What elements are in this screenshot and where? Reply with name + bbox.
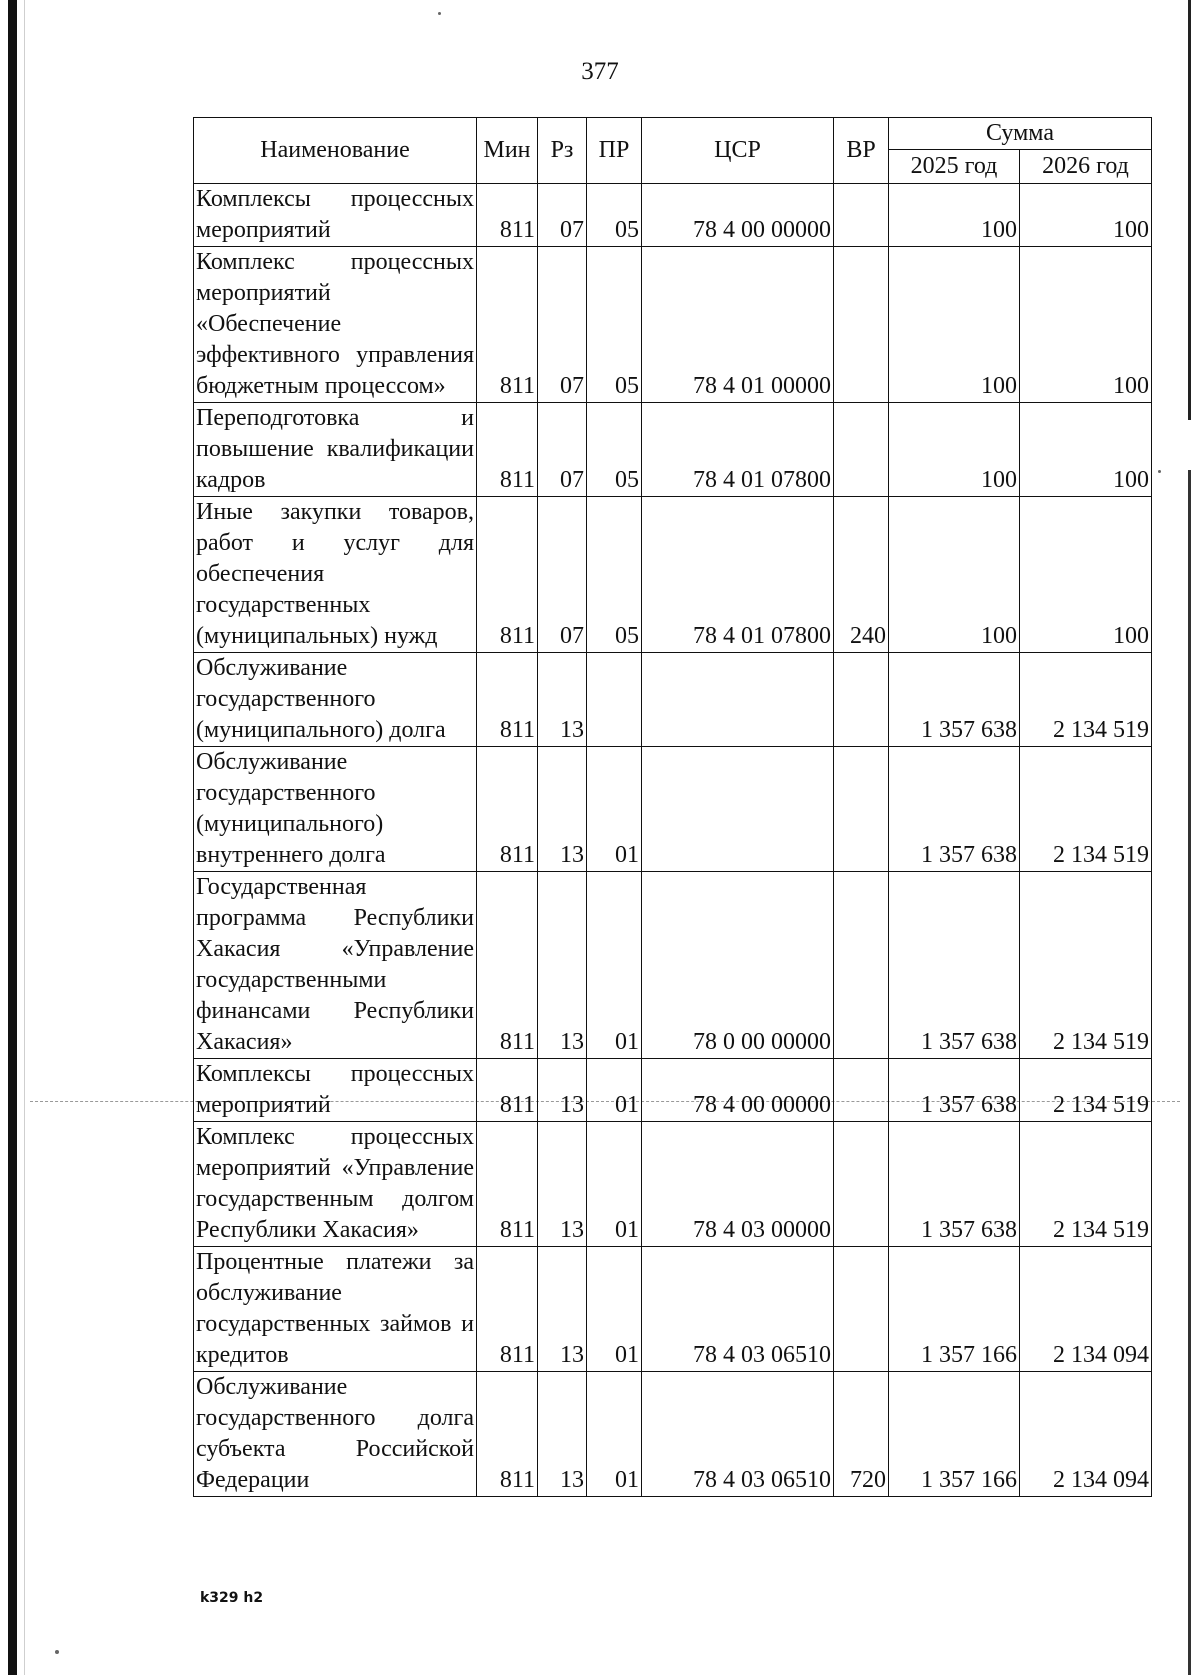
cell-rz: 13	[538, 1247, 587, 1372]
cell-pr	[587, 653, 642, 747]
table-row	[194, 1247, 1152, 1372]
cell-pr: 05	[587, 247, 642, 403]
cell-name: Комплексы процессных мероприятий	[194, 1059, 477, 1122]
cell-name: Обслуживание государственного долга субъекта Российской Федерации	[194, 1372, 477, 1497]
cell-name: Иные закупки товаров, работ и услуг для обеспечения государственных (муниципальных) нужд	[194, 497, 477, 653]
cell-csr: 78 4 03 00000	[642, 1122, 834, 1247]
header-row-top	[194, 118, 1152, 150]
cell-vr	[834, 1122, 889, 1247]
cell-sum-2025: 1 357 638	[889, 1122, 1020, 1247]
header-vr: ВР	[834, 118, 889, 184]
cell-sum-2026: 2 134 519	[1020, 872, 1152, 1059]
cell-vr	[834, 1247, 889, 1372]
cell-vr: 720	[834, 1372, 889, 1497]
cell-min: 811	[477, 247, 538, 403]
table-body	[194, 184, 1152, 1497]
cell-pr: 01	[587, 1247, 642, 1372]
cell-rz: 13	[538, 747, 587, 872]
cell-sum-2025: 100	[889, 403, 1020, 497]
header-sum: Сумма	[889, 118, 1152, 150]
cell-csr: 78 4 00 00000	[642, 184, 834, 247]
page-number: 377	[581, 58, 619, 85]
table-row	[194, 403, 1152, 497]
cell-rz: 07	[538, 247, 587, 403]
cell-vr	[834, 403, 889, 497]
cell-vr: 240	[834, 497, 889, 653]
cell-vr	[834, 184, 889, 247]
cell-sum-2026: 100	[1020, 497, 1152, 653]
cell-sum-2026: 2 134 519	[1020, 653, 1152, 747]
cell-sum-2025: 1 357 638	[889, 747, 1020, 872]
cell-vr	[834, 872, 889, 1059]
cell-name: Переподготовка и повышение квалификации кадров	[194, 403, 477, 497]
cell-sum-2026: 2 134 094	[1020, 1372, 1152, 1497]
header-2026: 2026 год	[1020, 150, 1152, 184]
cell-csr: 78 4 03 06510	[642, 1247, 834, 1372]
cell-pr: 05	[587, 184, 642, 247]
cell-sum-2025: 1 357 638	[889, 1059, 1020, 1122]
cell-sum-2026: 100	[1020, 184, 1152, 247]
cell-min: 811	[477, 403, 538, 497]
cell-min: 811	[477, 1372, 538, 1497]
cell-csr	[642, 747, 834, 872]
table-row	[194, 247, 1152, 403]
cell-pr: 01	[587, 747, 642, 872]
cell-sum-2026: 100	[1020, 247, 1152, 403]
cell-min: 811	[477, 184, 538, 247]
cell-csr: 78 4 01 00000	[642, 247, 834, 403]
footer-code: k329 h2	[200, 1590, 264, 1606]
cell-rz: 07	[538, 403, 587, 497]
cell-sum-2025: 100	[889, 184, 1020, 247]
cell-csr: 78 4 00 00000	[642, 1059, 834, 1122]
header-rz: Рз	[538, 118, 587, 184]
table-row	[194, 872, 1152, 1059]
cell-min: 811	[477, 872, 538, 1059]
cell-rz: 13	[538, 1372, 587, 1497]
cell-pr: 05	[587, 403, 642, 497]
cell-rz: 13	[538, 872, 587, 1059]
cell-name: Комплекс процессных мероприятий «Обеспечение эффективного управления бюджетным процессом»	[194, 247, 477, 403]
table-row	[194, 747, 1152, 872]
cell-name: Обслуживание государственного (муниципального) внутреннего долга	[194, 747, 477, 872]
cell-sum-2026: 2 134 519	[1020, 1122, 1152, 1247]
cell-rz: 13	[538, 653, 587, 747]
cell-sum-2025: 100	[889, 497, 1020, 653]
cell-sum-2026: 100	[1020, 403, 1152, 497]
scan-speck	[1158, 470, 1161, 473]
cell-rz: 13	[538, 1122, 587, 1247]
cell-name: Государственная программа Республики Хакасия «Управление государственными финансами Республики Хакасия»	[194, 872, 477, 1059]
cell-min: 811	[477, 1122, 538, 1247]
cell-min: 811	[477, 1247, 538, 1372]
header-min: Мин	[477, 118, 538, 184]
cell-sum-2025: 1 357 638	[889, 872, 1020, 1059]
cell-rz: 13	[538, 1059, 587, 1122]
cell-pr: 01	[587, 1372, 642, 1497]
scan-edge-left	[8, 0, 17, 1675]
cell-min: 811	[477, 1059, 538, 1122]
cell-csr	[642, 653, 834, 747]
scan-edge-left-thin	[24, 0, 25, 1675]
cell-name: Комплекс процессных мероприятий «Управление государственным долгом Республики Хакасия»	[194, 1122, 477, 1247]
cell-min: 811	[477, 653, 538, 747]
cell-csr: 78 4 01 07800	[642, 403, 834, 497]
scan-speck	[438, 12, 441, 15]
scan-speck	[55, 1650, 59, 1654]
header-name: Наименование	[194, 118, 477, 184]
cell-sum-2026: 2 134 519	[1020, 1059, 1152, 1122]
cell-pr: 01	[587, 872, 642, 1059]
cell-sum-2025: 1 357 166	[889, 1247, 1020, 1372]
cell-name: Комплексы процессных мероприятий	[194, 184, 477, 247]
table-row	[194, 184, 1152, 247]
cell-pr: 05	[587, 497, 642, 653]
cell-sum-2026: 2 134 519	[1020, 747, 1152, 872]
scan-edge-right-lower	[1188, 470, 1191, 1675]
cell-vr	[834, 747, 889, 872]
header-pr: ПР	[587, 118, 642, 184]
cell-csr: 78 0 00 00000	[642, 872, 834, 1059]
cell-min: 811	[477, 747, 538, 872]
cell-csr: 78 4 01 07800	[642, 497, 834, 653]
header-csr: ЦСР	[642, 118, 834, 184]
table-row	[194, 653, 1152, 747]
cell-pr: 01	[587, 1122, 642, 1247]
cell-rz: 07	[538, 497, 587, 653]
cell-name: Процентные платежи за обслуживание государственных займов и кредитов	[194, 1247, 477, 1372]
cell-name: Обслуживание государственного (муниципального) долга	[194, 653, 477, 747]
table-row	[194, 497, 1152, 653]
cell-pr: 01	[587, 1059, 642, 1122]
cell-sum-2026: 2 134 094	[1020, 1247, 1152, 1372]
cell-vr	[834, 247, 889, 403]
cell-vr	[834, 1059, 889, 1122]
cell-sum-2025: 1 357 638	[889, 653, 1020, 747]
table-row	[194, 1059, 1152, 1122]
cell-csr: 78 4 03 06510	[642, 1372, 834, 1497]
table-row	[194, 1372, 1152, 1497]
cell-min: 811	[477, 497, 538, 653]
budget-table	[193, 117, 1152, 1497]
table-row	[194, 1122, 1152, 1247]
cell-vr	[834, 653, 889, 747]
cell-sum-2025: 100	[889, 247, 1020, 403]
cell-sum-2025: 1 357 166	[889, 1372, 1020, 1497]
header-2025: 2025 год	[889, 150, 1020, 184]
cell-rz: 07	[538, 184, 587, 247]
